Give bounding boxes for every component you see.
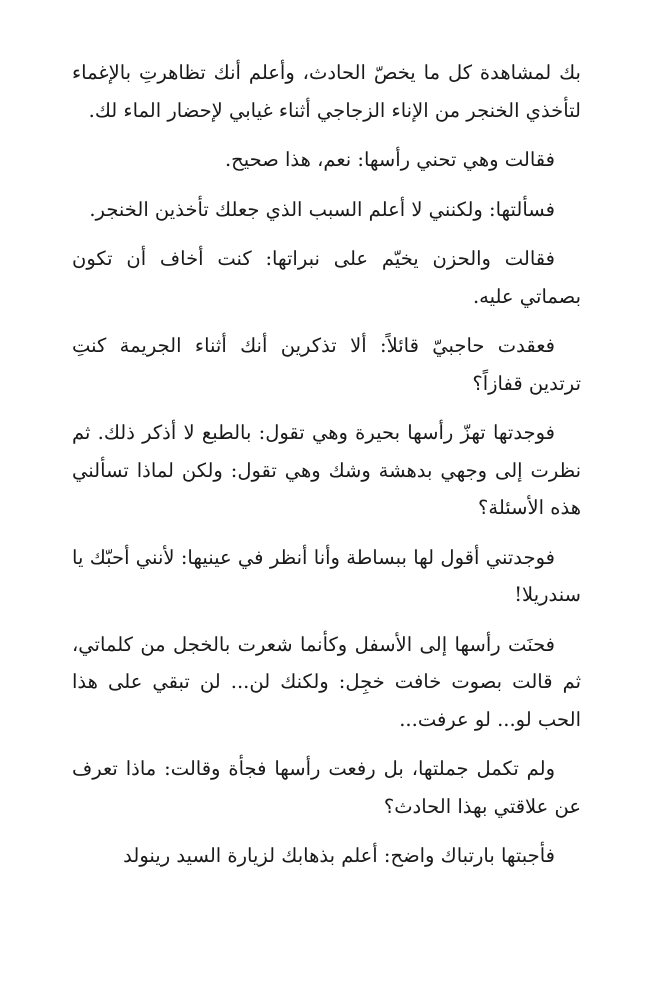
paragraph-10: فأجبتها بارتباك واضح: أعلم بذهابك لزيارة السيد رينولد <box>123 844 555 867</box>
paragraph-8: فحنَت رأسها إلى الأسفل وكأنما شعرت بالخجل من كلماتي، ثم قالت بصوت خافت خجِل: ولكنك لن... لن تبقي على هذا الحب لو... لو عرفت... <box>72 632 581 731</box>
paragraph-9: ولم تكمل جملتها، بل رفعت رأسها فجأة وقالت: ماذا تعرف عن علاقتي بهذا الحادث؟ <box>72 757 581 818</box>
paragraph-1: بك لمشاهدة كل ما يخصّ الحادث، وأعلم أنك تظاهرتِ بالإغماء لتأخذي الخنجر من الإناء الزجاجي أثناء غيابي لإحضار الماء لك. <box>72 61 581 122</box>
paragraph-4: فقالت والحزن يخيّم على نبراتها: كنت أخاف أن تكون بصماتي عليه. <box>72 247 581 308</box>
paragraph-5: فعقدت حاجبيّ قائلاً: ألا تذكرين أنك أثناء الجريمة كنتِ ترتدين قفازاً؟ <box>72 334 581 395</box>
paragraph-7: فوجدتني أقول لها ببساطة وأنا أنظر في عينيها: لأنني أحبّك يا سندريلا! <box>72 545 581 606</box>
paragraph-6: فوجدتها تهزّ رأسها بحيرة وهي تقول: بالطبع لا أذكر ذلك. ثم نظرت إلى وجهي بدهشة وشك وهي تقول: ولكن لماذا تسألني هذه الأسئلة؟ <box>72 421 581 519</box>
paragraph-2: فقالت وهي تحني رأسها: نعم، هذا صحيح. <box>224 148 555 171</box>
paragraph-3: فسألتها: ولكنني لا أعلم السبب الذي جعلك تأخذين الخنجر. <box>89 197 555 221</box>
